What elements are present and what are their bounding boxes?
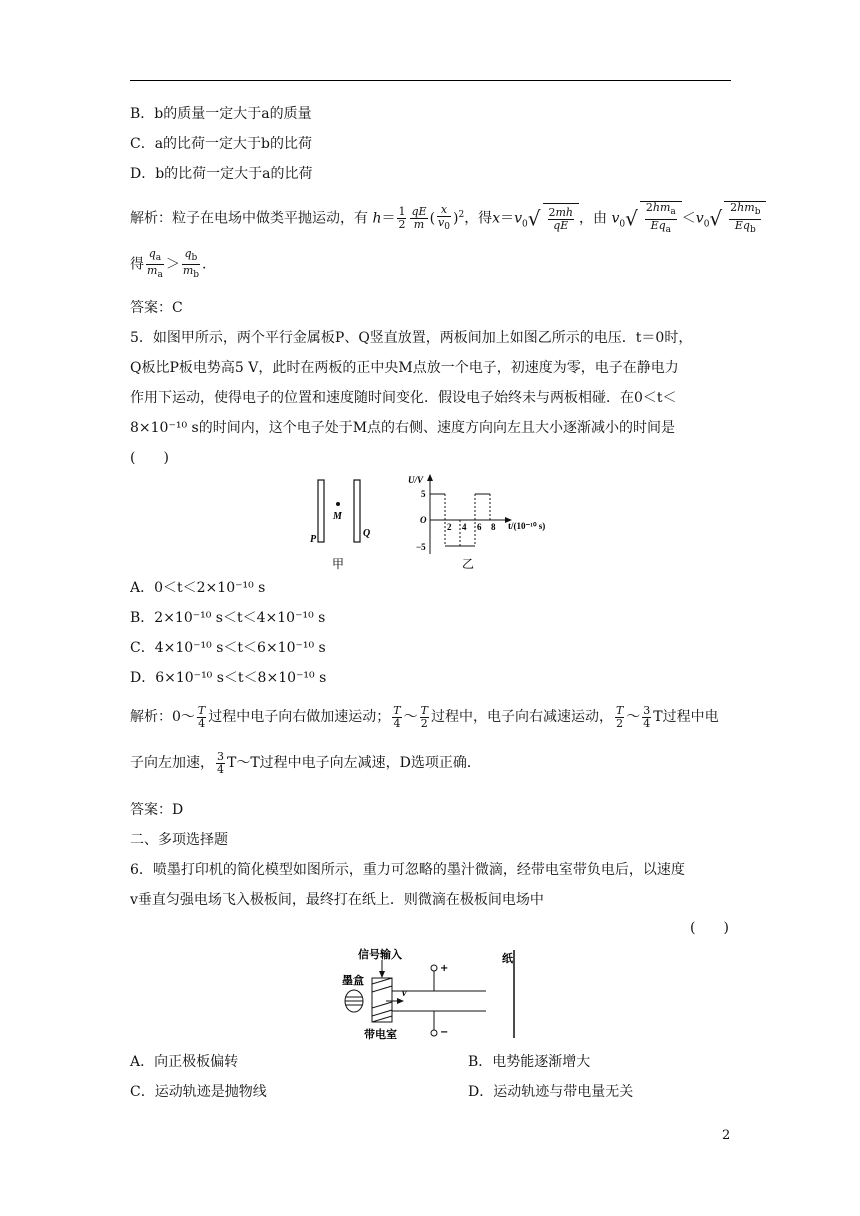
label-m: M [333,511,342,522]
q5-analysis-1: 解析：0～ $\frac{T}{4}$ 过程中电子向右做加速运动； $\frac{T}{4}$ ～ $\frac{T}{2}$ 过程中，电子向右减速运动， $\frac{T}{2}$ ～ $\frac{3}{4}$ T过程中电 [130,703,719,730]
plus5-label: 5 [421,489,426,499]
label-v: v [402,988,407,999]
tick-6: 6 [477,522,482,532]
q6-option-d: D．运动轨迹与带电量无关 [468,1084,634,1100]
option-c-prev: C．a的比荷一定大于b的比荷 [130,136,313,152]
q4-analysis-2: 得 $\frac{q_a}{m_a}$ ＞ $\frac{q_b}{m_b}$ . [130,247,207,281]
u-axis-label: U/V [408,475,424,485]
label-q: Q [363,528,371,539]
label-p: P [310,534,317,545]
option-b-prev: B．b的质量一定大于a的质量 [130,106,312,122]
q5-analysis-2: 子向左加速， $\frac{3}{4}$ T～T过程中电子向左减速，D选项正确． [130,749,481,776]
figure-jia [300,470,390,580]
figure-yi [400,470,580,580]
label-ink: 墨盒 [342,974,364,987]
q4-analysis: 解析：粒子在电场中做类平抛运动，有 h＝ $\frac{1}{2}$ $\frac{qE}{m}$ ( $\frac{x}{v_0}$ )$^2$，得$x=v_0√$ $\frac{2mh}{qE}$ ，由 $v_0√$ $\frac{2hm_a}{Eq_a}$ $<v_0√$ $\frac{2hm_b}{Eq_b}$ [130,200,766,239]
figure-inkjet [330,940,530,1040]
q6-line-1: 6．喷墨打印机的简化模型如图所示，重力可忽略的墨汁微滴，经带电室带负电后，以速度 [130,862,685,878]
q6-option-b: B．电势能逐渐增大 [468,1054,591,1070]
q4-answer: 答案：C [130,300,183,316]
caption-yi: 乙 [462,557,475,571]
t-axis-label: t/(10⁻¹⁰ s) [508,521,546,531]
q5-option-b: B．2×10⁻¹⁰ s＜t＜4×10⁻¹⁰ s [130,610,326,626]
option-d-prev: D．b的比荷一定大于a的比荷 [130,166,313,182]
q5-line-1: 5．如图甲所示，两个平行金属板P、Q竖直放置，两板间加上如图乙所示的电压．t＝0时， [130,330,693,346]
q6-option-a: A．向正极板偏转 [130,1054,239,1070]
q5-option-c: C．4×10⁻¹⁰ s＜t＜6×10⁻¹⁰ s [130,640,326,656]
tick-2: 2 [447,522,452,532]
point-m [336,502,340,506]
q5-line-4: 8×10⁻¹⁰ s的时间内，这个电子处于M点的右侧、速度方向向左且大小逐渐减小的时间是 [130,420,676,436]
plate-q [354,480,360,542]
label-charge: 带电室 [364,1028,397,1040]
q5-option-a: A．0＜t＜2×10⁻¹⁰ s [130,580,266,596]
page-number: 2 [722,1128,731,1143]
q5-line-3: 作用下运动，使得电子的位置和速度随时间变化．假设电子始终未与两板相碰．在0＜t＜ [130,390,677,406]
minus5-label: −5 [416,542,426,552]
plate-p [318,480,324,542]
section-heading: 二、多项选择题 [130,832,228,848]
label-plus: + [440,963,449,974]
q5-line-5: ( ) [130,450,169,466]
label-minus: − [440,1027,449,1038]
tick-4: 4 [462,522,467,532]
origin-label: O [420,515,427,525]
q5-answer: 答案：D [130,802,184,818]
q6-line-2: v垂直匀强电场飞入极板间，最终打在纸上．则微滴在极板间电场中 [130,892,544,908]
header-rule [130,80,731,81]
tick-8: 8 [491,522,496,532]
label-paper: 纸 [502,952,513,965]
q6-paren: ( ) [690,920,729,936]
q5-option-d: D．6×10⁻¹⁰ s＜t＜8×10⁻¹⁰ s [130,670,327,686]
q6-option-c: C．运动轨迹是抛物线 [130,1084,267,1100]
q5-line-2: Q板比P板电势高5 V，此时在两板的正中央M点放一个电子，初速度为零，电子在静电力 [130,360,679,376]
label-signal: 信号输入 [358,948,402,961]
caption-jia: 甲 [332,557,345,571]
